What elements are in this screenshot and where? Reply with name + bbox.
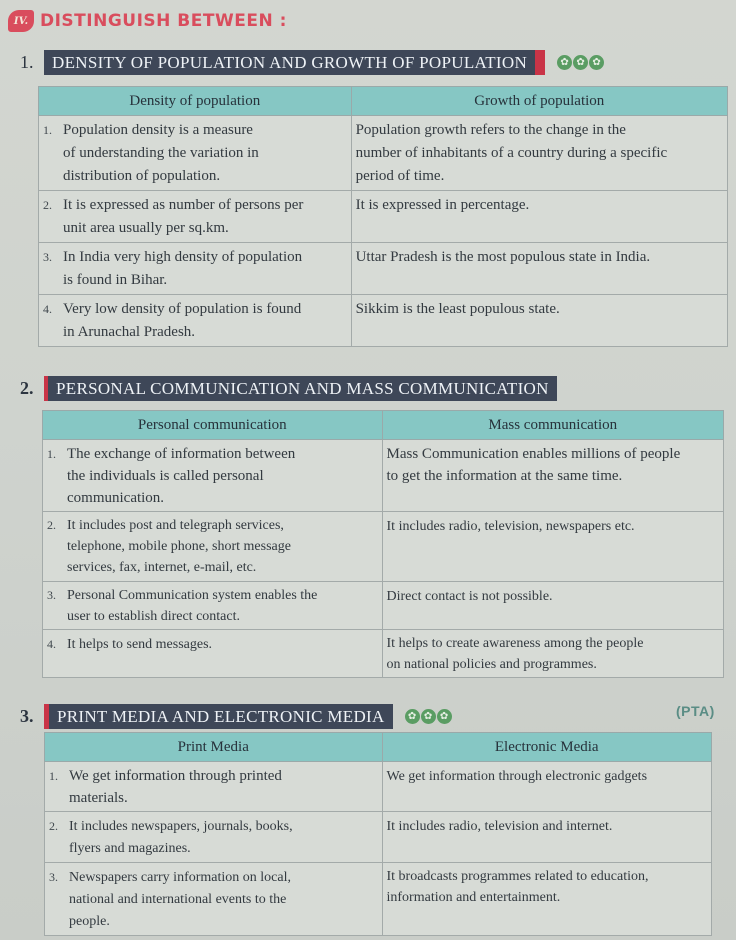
cell-text: number of inhabitants of a country during a specific [355, 145, 668, 161]
section-1-heading [20, 50, 604, 75]
star-badge-icon: ✿ [573, 55, 588, 70]
cell-text: It helps to create awareness among the people [386, 636, 644, 651]
section-number: 2. [20, 378, 34, 398]
row-number: 4. [47, 637, 56, 651]
cell-text: We get information through printed [69, 768, 282, 784]
cell-text: is found in Bihar. [63, 272, 168, 288]
cell-text: It is expressed as number of persons per [63, 197, 304, 213]
section-3-heading [20, 704, 452, 729]
section-title: PERSONAL COMMUNICATION AND MASS COMMUNICATION [44, 376, 557, 401]
row-number: 1. [49, 769, 58, 783]
row-number: 2. [49, 819, 58, 833]
column-header-left: Density of population [39, 87, 352, 116]
table-row [43, 582, 724, 630]
pta-tag: (PTA) [676, 703, 715, 719]
section-number: 3. [20, 706, 34, 726]
cell-text: Population growth refers to the change in the [355, 122, 626, 138]
table-row [43, 512, 724, 582]
comparison-table-3 [44, 732, 712, 936]
row-number: 2. [47, 518, 56, 532]
section-2-heading [20, 376, 557, 401]
cell-text: unit area usually per sq.km. [63, 220, 229, 236]
cell-text: It includes newspapers, journals, books, [69, 819, 293, 834]
cell-text: It is expressed in percentage. [355, 197, 530, 213]
cell-text: of understanding the variation in [63, 145, 259, 161]
cell-text: communication. [67, 490, 165, 506]
column-header-right: Mass communication [382, 411, 723, 440]
cell-text: Very low density of population is found [63, 301, 302, 317]
table-row [45, 762, 712, 812]
table-row [45, 863, 712, 936]
page-title: DISTINGUISH BETWEEN : [40, 11, 287, 31]
cell-text: the individuals is called personal [67, 468, 264, 484]
row-number: 1. [47, 447, 56, 461]
star-badge-icon: ✿ [405, 709, 420, 724]
cell-text: The exchange of information between [67, 446, 296, 462]
star-badge-icon: ✿ [589, 55, 604, 70]
table-row [43, 440, 724, 512]
cell-text: user to establish direct contact. [67, 609, 240, 624]
cell-text: Mass Communication enables millions of people [386, 446, 681, 462]
cell-text: to get the information at the same time. [386, 468, 623, 484]
column-header-left: Print Media [45, 733, 383, 762]
table-row [39, 191, 728, 243]
table-row [45, 812, 712, 863]
row-number: 2. [43, 198, 52, 212]
section-title: PRINT MEDIA AND ELECTRONIC MEDIA [44, 704, 393, 729]
column-header-right: Growth of population [351, 87, 727, 116]
cell-text: Sikkim is the least populous state. [355, 301, 560, 317]
cell-text: Direct contact is not possible. [386, 589, 553, 604]
table-row [39, 116, 728, 191]
table-row [39, 243, 728, 295]
importance-stars [557, 55, 604, 70]
cell-text: distribution of population. [63, 168, 221, 184]
importance-stars [405, 709, 452, 724]
cell-text: flyers and magazines. [69, 841, 191, 856]
comparison-table-2 [42, 410, 724, 678]
cell-text: materials. [69, 790, 128, 806]
cell-text: Personal Communication system enables the [67, 588, 318, 603]
section-title: DENSITY OF POPULATION AND GROWTH OF POPULATION [44, 50, 545, 75]
cell-text: services, fax, internet, e-mail, etc. [67, 560, 257, 575]
column-header-right: Electronic Media [382, 733, 712, 762]
cell-text: It includes radio, television and internet. [386, 819, 613, 834]
cell-text: information and entertainment. [386, 890, 561, 905]
cell-text: on national policies and programmes. [386, 657, 597, 672]
cell-text: in Arunachal Pradesh. [63, 324, 196, 340]
star-badge-icon: ✿ [421, 709, 436, 724]
table-row [43, 630, 724, 678]
cell-text: Population density is a measure [63, 122, 253, 138]
cell-text: It broadcasts programmes related to education, [386, 869, 649, 884]
cell-text: We get information through electronic gadgets [386, 769, 648, 784]
cell-text: Uttar Pradesh is the most populous state in India. [355, 249, 651, 265]
cell-text: It helps to send messages. [67, 637, 213, 652]
row-number: 3. [49, 870, 58, 884]
roman-numeral-badge: IV. [8, 10, 34, 32]
cell-text: telephone, mobile phone, short message [67, 539, 291, 554]
row-number: 3. [47, 588, 56, 602]
row-number: 4. [43, 302, 52, 316]
table-row [39, 295, 728, 347]
cell-text: It includes post and telegraph services, [67, 518, 284, 533]
star-badge-icon: ✿ [557, 55, 572, 70]
column-header-left: Personal communication [43, 411, 383, 440]
cell-text: national and international events to the [69, 892, 287, 907]
star-badge-icon: ✿ [437, 709, 452, 724]
cell-text: Newspapers carry information on local, [69, 870, 291, 885]
cell-text: In India very high density of population [63, 249, 303, 265]
cell-text: period of time. [355, 168, 445, 184]
comparison-table-1 [38, 86, 728, 347]
cell-text: people. [69, 914, 110, 929]
cell-text: It includes radio, television, newspapers etc. [386, 519, 635, 534]
section-number: 1. [20, 52, 34, 72]
row-number: 3. [43, 250, 52, 264]
page-header [8, 10, 287, 32]
row-number: 1. [43, 123, 52, 137]
